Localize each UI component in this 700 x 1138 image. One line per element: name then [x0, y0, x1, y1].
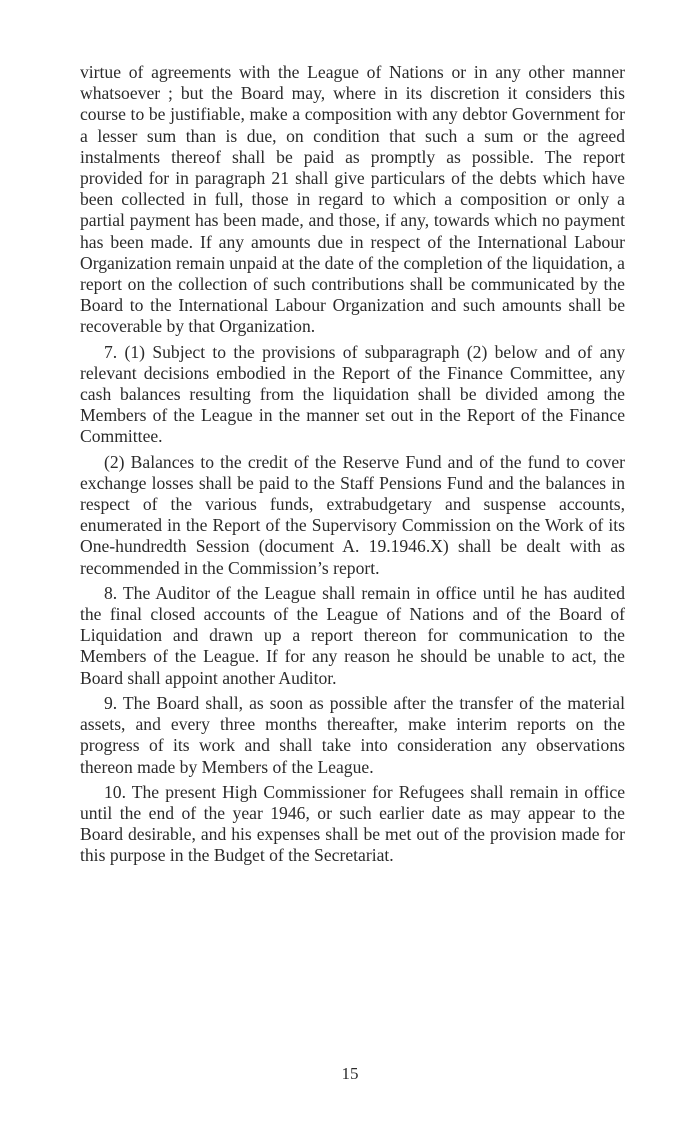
paragraph-8: 8. The Auditor of the League shall remain in office until he has audited the final closed accounts of the League of Nations and of the Board of Liquidation and drawn up a report thereon for communication to the Members of the League. If for any reason he should be unable to act, the Board shall appoint another Auditor.	[80, 582, 625, 688]
paragraph-10: 10. The present High Commissioner for Refugees shall remain in office until the end of the year 1946, or such earlier date as may appear to the Board desirable, and his expenses shall be met out of the provision made for this purpose in the Budget of the Secretariat.	[80, 781, 625, 866]
paragraph-9: 9. The Board shall, as soon as possible after the transfer of the material assets, and every three months thereafter, make interim reports on the progress of its work and shall take into consideration any observations thereon made by Members of the League.	[80, 692, 625, 777]
paragraph-7-1: 7. (1) Subject to the provisions of subparagraph (2) below and of any relevant decisions embodied in the Report of the Finance Committee, any cash balances resulting from the liquidation shall be divided among the Members of the League in the manner set out in the Report of the Finance Committee.	[80, 341, 625, 447]
paragraph-7-2: (2) Balances to the credit of the Reserve Fund and of the fund to cover exchange losses shall be paid to the Staff Pensions Fund and the balances in respect of the various funds, extrabudgetary and suspense accounts, enumerated in the Report of the Supervisory Commission on the Work of its One-hundredth Session (document A. 19.1946.X) shall be dealt with as recommended in the Commission’s report.	[80, 451, 625, 578]
body-text	[80, 62, 625, 867]
page-number: 15	[341, 1064, 359, 1083]
paragraph-continuation: virtue of agreements with the League of Nations or in any other manner whatsoever ; but the Board may, where in its discretion it considers this course to be justifiable, make a composition with any debtor Government for a lesser sum than is due, on condition that such a sum or the agreed instalments thereof shall be paid as promptly as possible. The report provided for in paragraph 21 shall give particulars of the debts which have been collected in full, those in regard to which a composition or only a partial payment has been made, and those, if any, towards which no payment has been made. If any amounts due in respect of the International Labour Organization remain unpaid at the date of the completion of the liquidation, a report on the collection of such contributions shall be communicated by the Board to the International Labour Organization and such amounts shall be recoverable by that Organization.	[80, 62, 625, 337]
